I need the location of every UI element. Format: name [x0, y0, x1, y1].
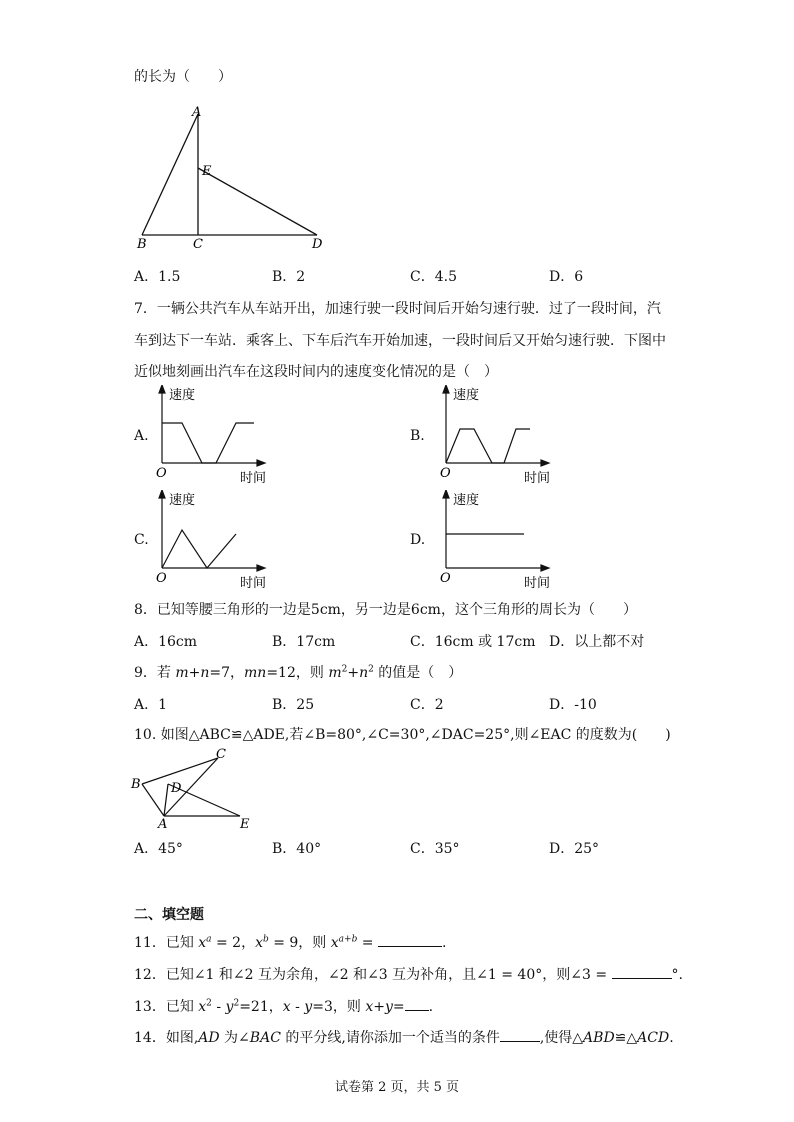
q10-option-d[interactable]: D．25° — [549, 841, 600, 857]
q11-stem — [134, 932, 446, 952]
q12-tail: °. — [671, 967, 683, 983]
q13-part: 13．已知 — [134, 999, 199, 1015]
x-axis-arrow — [257, 460, 265, 466]
q8-option-d[interactable]: D．以上都不对 — [549, 634, 645, 650]
q6-segment-ed — [198, 168, 317, 235]
q10-label-a: A — [158, 817, 168, 830]
q11-part: 11．已知 — [134, 935, 199, 951]
q11-part: = 9，则 — [268, 935, 331, 951]
q7-graph-d — [436, 490, 556, 590]
q10-segment-ba — [142, 784, 164, 816]
origin-label: O — [440, 466, 451, 481]
origin-label: O — [156, 466, 167, 481]
q7-option-a[interactable]: A. — [134, 428, 149, 444]
q14-part: ,使得△ — [539, 1030, 584, 1046]
q7-stem-line2: 车到达下一车站．乘客上、下车后汽车开始加速，一段时间后又开始匀速行驶．下图中 — [134, 333, 666, 349]
q6-option-c[interactable]: C．4.5 — [410, 269, 457, 285]
q9-part: 的值是（ ） — [373, 665, 463, 681]
q9-option-b[interactable]: B．25 — [272, 697, 315, 713]
x-axis-arrow — [257, 565, 265, 571]
q14-part: 14．如图, — [134, 1030, 199, 1046]
page-footer: 试卷第 2 页，共 5 页 — [334, 1080, 460, 1095]
q9-part: n — [359, 665, 369, 681]
q14-part: ≌△ — [614, 1030, 638, 1046]
q9-stem — [134, 662, 462, 682]
speed-curve — [162, 530, 236, 568]
q11-part: x — [198, 935, 207, 951]
q14-part: ABD — [583, 1030, 615, 1046]
q14-part: 的平分线,请你添加一个适当的条件 — [280, 1030, 500, 1046]
y-axis-label: 速度 — [169, 388, 196, 403]
y-axis-arrow — [443, 490, 449, 498]
q9-sup: 2 — [368, 664, 374, 675]
q7-option-c[interactable]: C. — [134, 532, 149, 548]
q10-label-c: C — [216, 747, 226, 762]
x-axis-label: 时间 — [524, 576, 551, 590]
q6-label-a: A — [192, 105, 202, 120]
q13-part: = — [392, 999, 405, 1015]
q6-label-b: B — [137, 237, 147, 252]
q9-option-d[interactable]: D．-10 — [549, 697, 597, 713]
q10-label-e: E — [240, 817, 250, 830]
speed-curve — [446, 429, 530, 463]
q11-part: . — [441, 935, 447, 951]
q6-figure — [130, 102, 340, 252]
q11-answer-blank[interactable] — [378, 932, 442, 947]
q13-part: y — [304, 999, 313, 1015]
q9-part: =7， — [209, 665, 245, 681]
section-title-fill-in: 二、填空题 — [134, 907, 204, 923]
q6-segment-ab — [142, 114, 198, 235]
q10-option-b[interactable]: B．40° — [272, 841, 322, 857]
q9-part: 9．若 — [134, 665, 176, 681]
q6-label-c: C — [193, 237, 203, 252]
q7-option-b[interactable]: B. — [410, 428, 425, 444]
q11-part: x — [255, 935, 263, 951]
q6-option-d[interactable]: D．6 — [549, 269, 584, 285]
q14-answer-blank[interactable] — [500, 1027, 540, 1042]
q7-graph-c — [152, 490, 272, 590]
q6-label-d: D — [312, 237, 323, 252]
q10-label-b: B — [131, 777, 141, 792]
q7-graph-a — [152, 385, 272, 485]
q10-label-d: D — [171, 781, 182, 796]
q7-graph-b — [436, 385, 556, 485]
q9-part: + — [347, 665, 360, 681]
y-axis-arrow — [159, 490, 165, 498]
q13-part: - — [211, 999, 226, 1015]
q13-part: - — [290, 999, 305, 1015]
q13-sup: 2 — [233, 998, 240, 1009]
q8-option-c[interactable]: C．16cm 或 17cm — [410, 634, 536, 650]
q6-label-e: E — [202, 164, 212, 179]
q11-part: = 2， — [211, 935, 256, 951]
q11-part: = — [357, 935, 378, 951]
q14-part: . — [669, 1030, 674, 1046]
y-axis-arrow — [443, 385, 449, 393]
y-axis-arrow — [159, 385, 165, 393]
q13-part: x — [282, 999, 291, 1015]
q14-part: 为∠ — [219, 1030, 250, 1046]
q13-part: =3，则 — [312, 999, 366, 1015]
q9-part: m — [328, 665, 342, 681]
x-axis-arrow — [541, 460, 549, 466]
q9-part: mn — [244, 665, 267, 681]
y-axis-label: 速度 — [453, 493, 480, 508]
origin-label: O — [440, 571, 451, 586]
q10-option-a[interactable]: A．45° — [134, 841, 183, 857]
q10-option-c[interactable]: C．35° — [410, 841, 460, 857]
q13-part: x — [198, 999, 207, 1015]
q13-part: y — [225, 999, 234, 1015]
q9-sup: 2 — [341, 664, 348, 675]
q6-option-b[interactable]: B．2 — [272, 269, 306, 285]
q7-option-d[interactable]: D. — [410, 532, 426, 548]
y-axis-label: 速度 — [453, 388, 480, 403]
q13-part: =21， — [239, 999, 283, 1015]
q10-segment-ad — [164, 784, 168, 816]
speed-curve — [162, 423, 254, 463]
q14-part: ACD — [637, 1030, 670, 1046]
q13-sup: 2 — [206, 998, 212, 1009]
q13-stem — [134, 996, 433, 1016]
x-axis-label: 时间 — [240, 471, 267, 485]
x-axis-label: 时间 — [240, 576, 267, 590]
q11-part: x — [330, 935, 339, 951]
q12-text: 12．已知∠1 和∠2 互为余角，∠2 和∠3 互为补角，且∠1 = 40°，则∠3 = — [134, 967, 612, 983]
q14-stem — [134, 1027, 674, 1047]
q11-sup: b — [263, 934, 269, 945]
q11-sup: a+b — [338, 934, 358, 945]
q9-option-c[interactable]: C．2 — [410, 697, 444, 713]
q12-answer-blank[interactable] — [612, 964, 672, 979]
q6-tail: 的长为（ ） — [134, 69, 232, 85]
origin-label: O — [156, 571, 167, 586]
q7-stem-line3: 近似地刻画出汽车在这段时间内的速度变化情况的是（ ） — [134, 364, 498, 380]
y-axis-label: 速度 — [169, 493, 196, 508]
q8-option-a[interactable]: A．16cm — [134, 634, 198, 650]
q13-part: x+y — [365, 999, 393, 1015]
q9-option-a[interactable]: A．1 — [134, 697, 168, 713]
q9-part: =12，则 — [266, 665, 329, 681]
q8-option-b[interactable]: B．17cm — [272, 634, 336, 650]
q14-part: BAC — [249, 1030, 281, 1046]
x-axis-arrow — [541, 565, 549, 571]
q13-answer-blank[interactable] — [405, 996, 429, 1011]
q10-stem: 10. 如图△ABC≌△ADE,若∠B=80°,∠C=30°,∠DAC=25°,则∠EAC 的度数为( ) — [134, 727, 671, 743]
q13-part: . — [428, 999, 434, 1015]
q14-part: AD — [198, 1030, 220, 1046]
x-axis-label: 时间 — [524, 471, 551, 485]
q9-part: m+n — [175, 665, 210, 681]
q12-stem — [134, 964, 683, 984]
q10-figure — [128, 746, 258, 830]
q7-stem-line1: 7．一辆公共汽车从车站开出，加速行驶一段时间后开始匀速行驶．过了一段时间，汽 — [134, 301, 661, 317]
q11-sup: a — [206, 934, 212, 945]
q8-stem: 8．已知等腰三角形的一边是5cm，另一边是6cm，这个三角形的周长为（ ） — [134, 602, 637, 618]
q6-option-a[interactable]: A．1.5 — [134, 269, 181, 285]
